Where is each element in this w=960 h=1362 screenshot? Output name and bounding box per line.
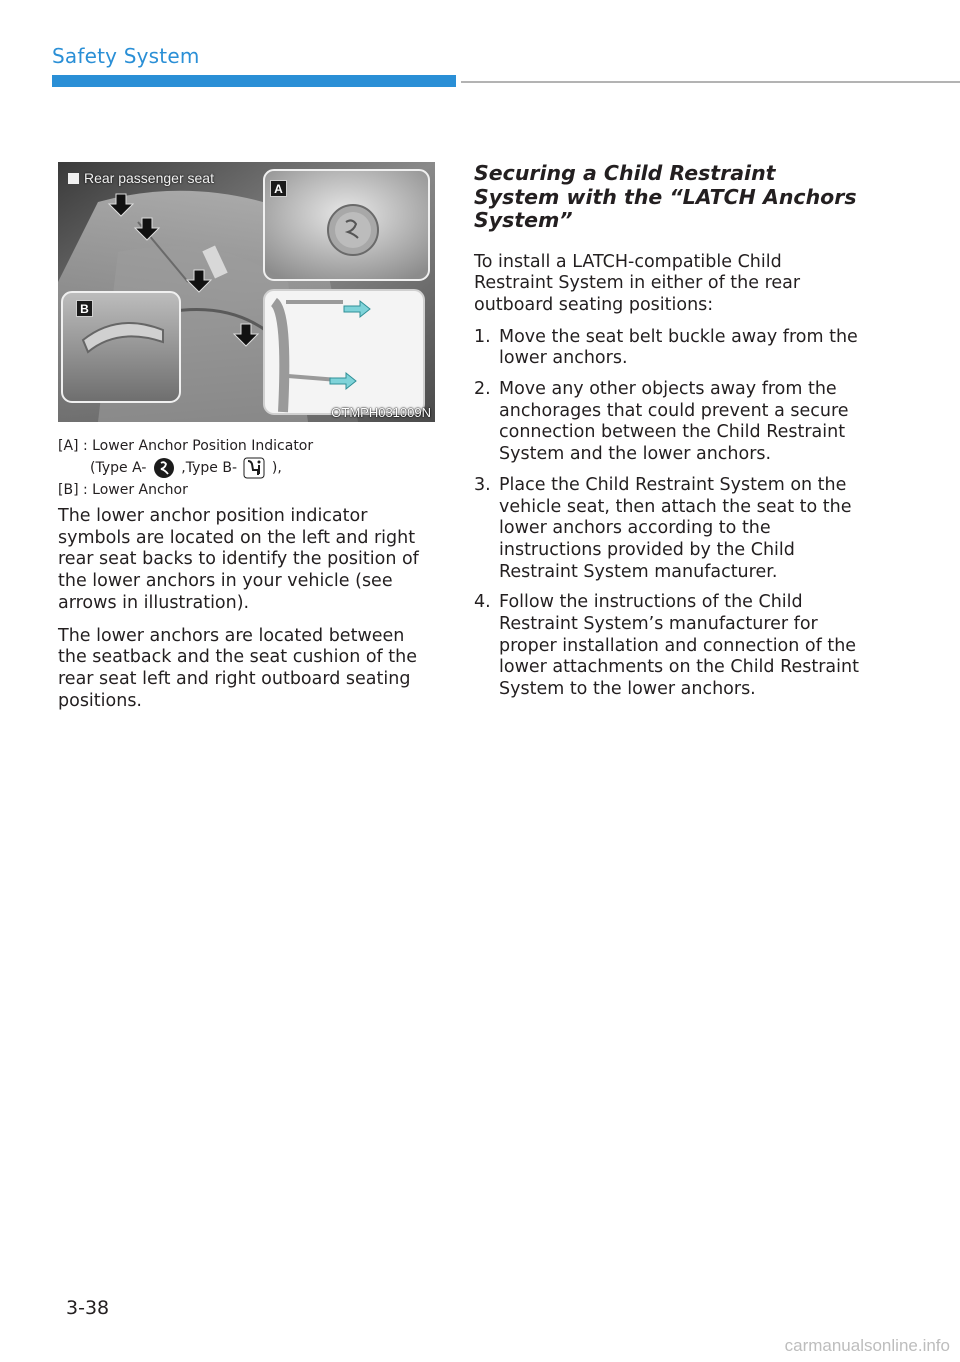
figure-label: Rear passenger seat <box>84 170 214 186</box>
page-number: 3-38 <box>66 1297 110 1319</box>
list-item <box>474 327 864 370</box>
legend-close: ), <box>271 460 282 476</box>
paragraph-anchor-location: The lower anchors are located between the seatback and the seat cushion of the rear seat left and right outboard seating positions. <box>58 625 417 711</box>
label-square <box>68 173 79 184</box>
step-number: 4. <box>474 592 491 613</box>
callout-b: B <box>76 300 93 317</box>
step-number: 3. <box>474 474 491 495</box>
seat-drawing <box>58 162 435 422</box>
left-column <box>58 506 438 723</box>
step-number: 1. <box>474 326 491 347</box>
section-heading: Securing a Child Restraint System with the “LATCH Anchors System” <box>474 161 857 232</box>
right-column <box>474 162 864 710</box>
legend-a-types <box>58 457 438 479</box>
legend-type-b-label: ,Type B- <box>181 460 238 476</box>
figure-legend <box>58 435 438 501</box>
callout-a: A <box>270 180 287 197</box>
step-number: 2. <box>474 379 491 400</box>
rear-seat-illustration <box>58 162 435 422</box>
step-text: Follow the instructions of the Child Restraint System’s manufacturer for proper installation and connection of the lower attachments on the Child Restraint System to the lower anchors. <box>499 592 859 700</box>
legend-b: [B] : Lower Anchor <box>58 482 188 498</box>
watermark: carmanualsonline.info <box>784 1336 950 1355</box>
list-item <box>474 592 864 701</box>
legend-type-a-label: (Type A- <box>90 460 147 476</box>
child-seat-icon-type-a <box>153 457 175 479</box>
paragraph-indicator-symbols: The lower anchor position indicator symbols are located on the left and right rear seat backs to identify the position of the lower anchors in your vehicle (see arrows in illustration). <box>58 506 419 613</box>
legend-a: [A] : Lower Anchor Position Indicator <box>58 438 314 454</box>
step-text: Move any other objects away from the anchorages that could prevent a secure connection between the Child Restraint System and the lower anchors. <box>499 379 849 465</box>
step-text: Move the seat belt buckle away from the lower anchors. <box>499 326 858 369</box>
install-steps <box>474 327 864 701</box>
list-item <box>474 379 864 466</box>
intro-paragraph: To install a LATCH-compatible Child Restraint System in either of the rear outboard seating positions: <box>474 251 801 315</box>
header-rule-grey <box>461 81 960 83</box>
list-item <box>474 475 864 584</box>
section-title: Safety System <box>52 44 200 68</box>
child-seat-icon-type-b <box>243 457 265 479</box>
step-text: Place the Child Restraint System on the vehicle seat, then attach the seat to the lower anchors according to the instructions provided by the Child Restraint System manufacturer. <box>499 474 852 582</box>
figure-code: OTMPH031009N <box>331 405 431 420</box>
header-rule-blue <box>52 75 456 87</box>
